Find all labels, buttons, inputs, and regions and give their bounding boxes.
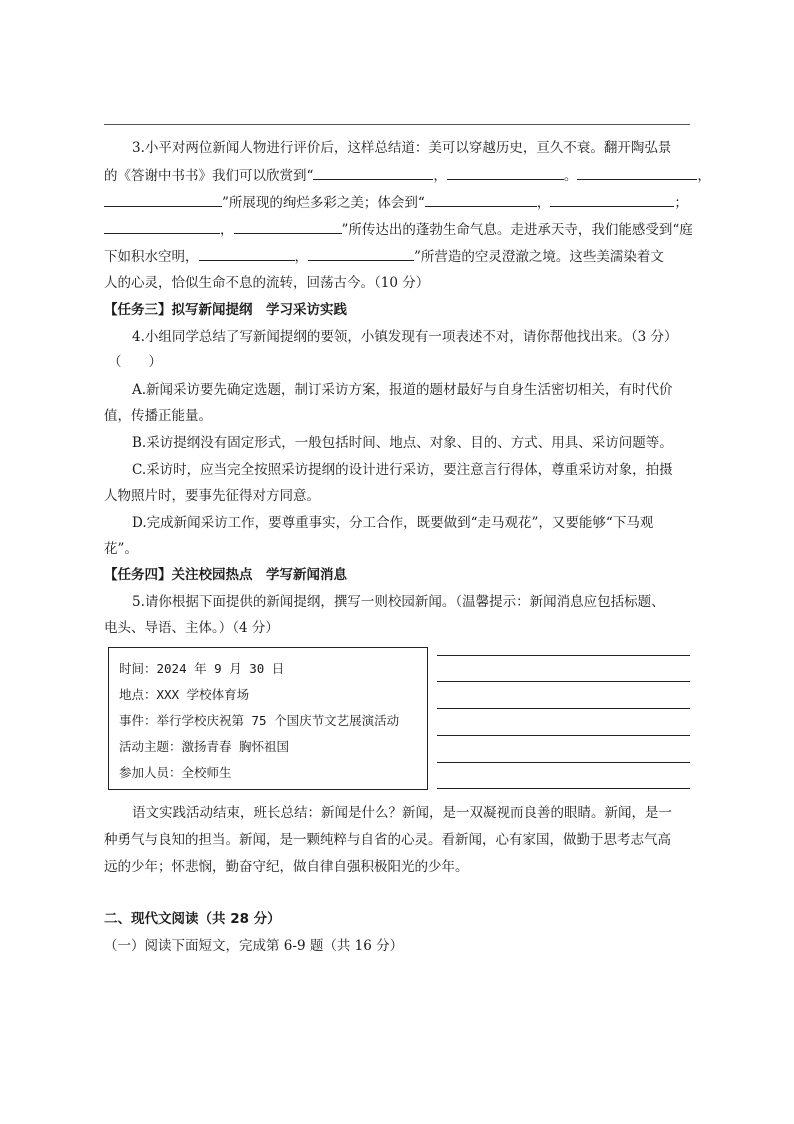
- outline-participants: 参加人员：全校师生: [119, 765, 232, 780]
- q3-sep: ，: [294, 249, 308, 265]
- answer-blank-3[interactable]: [577, 163, 697, 180]
- q4-option-d-line-1: D.完成新闻采访工作，要尊重事实，分工合作，既要做到“走马观花”，又要能够“下马观: [132, 515, 654, 531]
- q3-line-5: [104, 244, 664, 265]
- q3-line-6: 人的心灵，恰似生命不息的流转，回荡古今。（10 分）: [104, 275, 430, 291]
- outline-theme: 活动主题：激扬青春 胸怀祖国: [119, 739, 290, 754]
- q3-sep: ；: [674, 195, 688, 211]
- q4-stem: 4.小组同学总结了写新闻提纲的要领，小镇发现有一项表述不对，请你帮他找出来。（3 分）: [132, 329, 678, 345]
- writing-line[interactable]: [437, 762, 690, 763]
- q3-line-5-text-b: ”所营造的空灵澄澈之境。这些美濡染着文: [414, 249, 664, 265]
- answer-blank-2[interactable]: [447, 163, 564, 180]
- q4-option-a-line-2: 值，传播正能量。: [104, 408, 212, 424]
- q4-option-c-line-1: C.采访时，应当完全按照采访提纲的设计进行采访，要注意言行得体，尊重采访对象，拍摄: [132, 462, 673, 478]
- q3-line-4-text: ”所传达出的蓬勃生命气息。走进承天寺，我们能感受到“庭: [341, 222, 693, 238]
- answer-blank-10[interactable]: [308, 244, 414, 261]
- writing-line[interactable]: [437, 735, 690, 736]
- summary-line-2: 种勇气与良知的担当。新闻，是一颗纯粹与自省的心灵。看新闻，心有家国，做勤于思考志气高: [104, 832, 671, 848]
- task3-heading: 【任务三】拟写新闻提纲 学习采访实践: [104, 302, 347, 318]
- news-outline-box: [108, 647, 428, 790]
- answer-blank-8[interactable]: [234, 217, 342, 234]
- q4-option-d-line-2: 花”。: [104, 541, 138, 557]
- header-rule: [104, 124, 690, 125]
- q4-option-c-line-2: 人物照片时，要事先征得对方同意。: [104, 488, 320, 504]
- q3-line-1: 3.小平对两位新闻人物进行评价后，这样总结道：美可以穿越历史，亘久不衰。翻开陶弘景: [132, 140, 672, 156]
- q3-sep: ，: [697, 168, 711, 184]
- answer-blank-7[interactable]: [104, 217, 220, 234]
- writing-line[interactable]: [437, 655, 690, 656]
- writing-line[interactable]: [437, 788, 690, 789]
- outline-event: 事件：举行学校庆祝第 75 个国庆节文艺展演活动: [119, 713, 400, 728]
- q3-line-5-text: 下如积水空明，: [104, 249, 199, 265]
- q3-line-3-text: ”所展现的绚烂多彩之美；体会到“: [222, 195, 425, 211]
- writing-line[interactable]: [437, 681, 690, 682]
- answer-blank-4[interactable]: [104, 190, 222, 207]
- q4-option-b: B.采访提纲没有固定形式，一般包括时间、地点、对象、目的、方式、用具、采访问题等。: [132, 435, 673, 451]
- q5-stem-line-2: 电头、导语、主体。）（4 分）: [104, 620, 279, 636]
- q3-sep: ，: [220, 222, 234, 238]
- q4-option-a-line-1: A.新闻采访要先确定选题，制订采访方案，报道的题材最好与自身生活密切相关，有时代价: [132, 382, 673, 398]
- answer-blank-9[interactable]: [199, 244, 295, 261]
- summary-line-1: 语文实践活动结束，班长总结：新闻是什么？新闻，是一双凝视而良善的眼睛。新闻，是一: [132, 805, 672, 821]
- q3-line-4: [104, 217, 693, 238]
- q3-line-3: [104, 190, 688, 211]
- q3-sep: ，: [536, 195, 551, 211]
- q3-sep: 。: [563, 168, 578, 184]
- answer-blank-1[interactable]: [313, 163, 433, 180]
- outline-location: 地点：XXX 学校体育场: [119, 687, 250, 702]
- answer-blank-5[interactable]: [425, 190, 537, 207]
- q3-sep: ，: [433, 168, 447, 184]
- section2-heading: 二、现代文阅读（共 28 分）: [104, 911, 281, 927]
- summary-line-3: 远的少年；怀悲悯，勤奋守纪，做自律自强积极阳光的少年。: [104, 859, 469, 875]
- q3-line-2: [104, 163, 711, 184]
- q4-answer-paren[interactable]: （ ）: [108, 354, 162, 370]
- writing-line[interactable]: [437, 708, 690, 709]
- answer-blank-6[interactable]: [550, 190, 674, 207]
- outline-time: 时间：2024 年 9 月 30 日: [119, 661, 285, 676]
- task4-heading: 【任务四】关注校园热点 学写新闻消息: [104, 567, 347, 583]
- q3-line-2-text: 的《答谢中书书》我们可以欣赏到“: [104, 168, 314, 184]
- section2-subheading: （一）阅读下面短文，完成第 6-9 题（共 16 分）: [104, 938, 404, 954]
- q5-stem-line-1: 5.请你根据下面提供的新闻提纲，撰写一则校园新闻。（温馨提示：新闻消息应包括标题、: [132, 594, 665, 610]
